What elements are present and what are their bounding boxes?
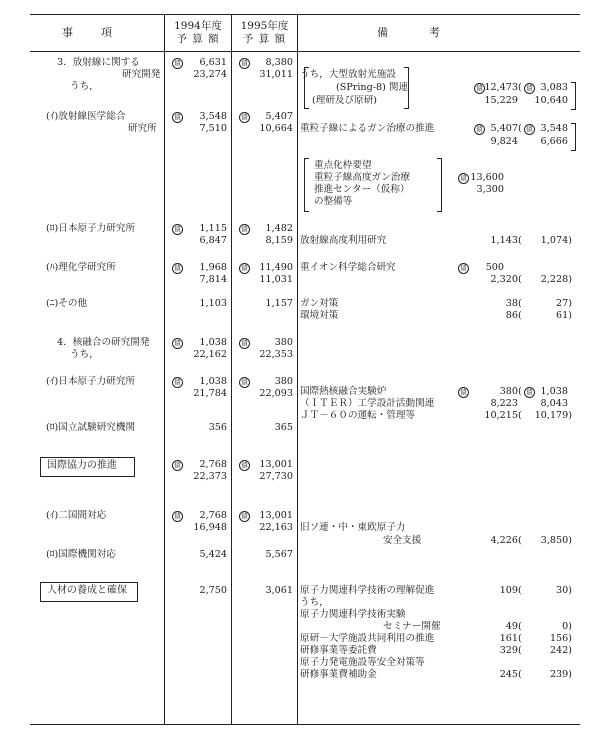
- paren-open: (: [518, 585, 522, 596]
- remark-value: 86: [505, 310, 518, 321]
- remark-value: 245: [499, 669, 518, 680]
- budget-1994-value: 5,424: [199, 549, 227, 560]
- row-item-label: (ﾆ)その他: [46, 298, 88, 309]
- section-heading: 国際協力の推進: [47, 460, 117, 471]
- paren-open: (: [518, 669, 522, 680]
- paren-open: (: [518, 82, 522, 93]
- remark-text: うち，: [300, 597, 329, 608]
- budget-1995-value: 13,001: [259, 459, 293, 470]
- bond-marker-icon: 債: [458, 173, 469, 184]
- paren-open: (: [518, 235, 522, 246]
- header-1995-label: 1995年度: [240, 20, 289, 32]
- paren-open: (: [518, 645, 522, 656]
- budget-1994-value: 22,162: [193, 349, 227, 360]
- row-item-label: (ﾛ)国際機関対応: [46, 549, 116, 560]
- bond-marker-icon: 債: [239, 263, 250, 274]
- budget-1994-value: 6,631: [199, 57, 227, 68]
- right-bracket: [571, 82, 576, 110]
- bond-marker-icon: 債: [524, 124, 535, 135]
- column-divider-3: [297, 14, 298, 725]
- budget-1994-value: 22,373: [193, 471, 227, 482]
- left-bracket: [304, 158, 309, 212]
- remark-text: 重イオン科学総合研究: [300, 262, 396, 273]
- remark-value: 239): [549, 669, 572, 680]
- bond-marker-icon: 債: [239, 377, 250, 388]
- budget-1995-value: 8,380: [265, 57, 293, 68]
- remark-value: 10,640: [534, 95, 568, 106]
- remark-text: 重点化枠要望: [314, 160, 372, 171]
- table-bottom-rule: [30, 724, 580, 725]
- remark-value: 1,074): [540, 235, 572, 246]
- bond-marker-icon: 債: [172, 263, 183, 274]
- bond-marker-icon: 債: [474, 83, 485, 94]
- budget-1994-value: 1,968: [199, 262, 227, 273]
- remark-value: 8,043: [540, 398, 568, 409]
- remark-value: 109: [499, 585, 518, 596]
- bond-marker-icon: 債: [172, 224, 183, 235]
- paren-open: (: [518, 310, 522, 321]
- remark-value: 3,548: [540, 123, 568, 134]
- remark-text: の整備等: [314, 196, 353, 207]
- row-item-label: (ｲ)二国間対応: [46, 510, 107, 521]
- budget-1995-value: 13,001: [259, 510, 293, 521]
- remark-text: (SPring-8) 関連: [336, 82, 409, 93]
- budget-1994-value: 2,750: [199, 585, 227, 596]
- bond-marker-icon: 債: [239, 511, 250, 522]
- header-bottom-rule: [30, 51, 580, 52]
- header-1994-label: 1994年度: [174, 20, 222, 32]
- bond-marker-icon: 債: [172, 377, 183, 388]
- row-item-label: 3．放射線に関する: [57, 57, 140, 68]
- remark-text: 原子力関連科学技術実験: [300, 609, 406, 620]
- paren-open: (: [518, 410, 522, 421]
- paren-open: (: [518, 621, 522, 632]
- budget-1995-value: 11,031: [259, 274, 293, 285]
- row-item-label: (ｲ)日本原子力研究所: [46, 376, 136, 387]
- remark-text: ＪＴ－６０の運転・管理等: [300, 410, 416, 421]
- header-1995-sub: 予 算 額: [242, 33, 287, 45]
- budget-1994-value: 1,038: [199, 376, 227, 387]
- row-item-label: (ﾊ)理化学研究所: [46, 262, 116, 273]
- bond-marker-icon: 債: [172, 58, 183, 69]
- budget-1994-value: 2,768: [199, 510, 227, 521]
- paren-open: (: [518, 298, 522, 309]
- budget-1995-value: 365: [274, 422, 293, 433]
- row-item-label: 4．核融合の研究開発: [57, 337, 150, 348]
- remark-value: 10,215: [484, 410, 518, 421]
- column-divider-2: [231, 14, 232, 725]
- bond-marker-icon: 債: [239, 460, 250, 471]
- budget-1995-value: 11,490: [259, 262, 293, 273]
- row-item-label: うち，: [70, 81, 99, 92]
- right-bracket: [437, 158, 442, 212]
- remark-text: 重粒子線高度ガン治療: [314, 172, 410, 183]
- remark-value: 15,229: [484, 95, 518, 106]
- paren-open: (: [518, 123, 522, 134]
- row-item-label: (ﾛ)国立試験研究機関: [46, 422, 136, 433]
- budget-1994-value: 1,103: [199, 298, 227, 309]
- remark-text: 原研－大学施設共同利用の推進: [300, 633, 435, 644]
- bond-marker-icon: 債: [239, 58, 250, 69]
- budget-1994-value: 16,948: [193, 522, 227, 533]
- budget-1995-value: 22,353: [259, 349, 293, 360]
- remark-value: 49: [505, 621, 518, 632]
- budget-1995-value: 3,061: [265, 585, 293, 596]
- right-bracket: [571, 123, 576, 151]
- remark-text: うち，大型放射光施設: [300, 69, 396, 80]
- remark-value: 380: [499, 386, 518, 397]
- remark-value: 3,083: [540, 82, 568, 93]
- bond-marker-icon: 債: [524, 83, 535, 94]
- remark-value: 2,228): [540, 274, 572, 285]
- bond-marker-icon: 債: [239, 224, 250, 235]
- remark-value: 9,824: [490, 136, 518, 147]
- remark-value: 500: [485, 262, 504, 273]
- budget-1995-value: 27,730: [259, 471, 293, 482]
- right-bracket: [404, 67, 409, 109]
- remark-text: 重粒子線によるガン治療の推進: [300, 123, 435, 134]
- budget-1995-value: 380: [274, 337, 293, 348]
- budget-1994-value: 2,768: [199, 459, 227, 470]
- row-item-label: うち，: [70, 349, 99, 360]
- remark-value: 2,320: [490, 274, 518, 285]
- row-item-label: (ｲ)放射線医学総合: [46, 111, 126, 122]
- paren-open: (: [518, 535, 522, 546]
- budget-1994-value: 3,548: [199, 111, 227, 122]
- remark-value: 1,143: [490, 235, 518, 246]
- budget-1994-value: 21,784: [193, 388, 227, 399]
- budget-1994-value: 1,115: [199, 223, 227, 234]
- remark-text: 環境対策: [300, 310, 339, 321]
- budget-1994-value: 1,038: [199, 337, 227, 348]
- table-top-rule: [30, 14, 580, 15]
- remark-value: 38: [505, 298, 518, 309]
- budget-1995-value: 1,157: [265, 298, 293, 309]
- remark-text: 放射線高度利用研究: [300, 235, 387, 246]
- row-item-label: 研究開発: [122, 69, 161, 80]
- remark-value: 1,038: [540, 386, 568, 397]
- row-item-label: (ﾛ)日本原子力研究所: [46, 223, 136, 234]
- remark-value: 8,223: [490, 398, 518, 409]
- remark-value: 161: [499, 633, 518, 644]
- budget-1995-value: 10,664: [259, 123, 293, 134]
- paren-open: (: [518, 274, 522, 285]
- paren-open: (: [518, 633, 522, 644]
- paren-open: (: [518, 386, 522, 397]
- budget-1995-value: 8,159: [265, 235, 293, 246]
- budget-1994-value: 7,814: [199, 274, 227, 285]
- remark-value: 156): [549, 633, 572, 644]
- bond-marker-icon: 債: [474, 124, 485, 135]
- remark-text: 原子力発電施設等安全対策等: [300, 657, 425, 668]
- remark-value: 30): [556, 585, 572, 596]
- bond-marker-icon: 債: [172, 112, 183, 123]
- budget-1994-value: 7,510: [199, 123, 227, 134]
- remark-text: 国際熱核融合実験炉: [300, 386, 387, 397]
- header-remarks-column: 備 考: [377, 26, 442, 39]
- remark-value: 6,666: [540, 136, 568, 147]
- budget-1994-value: 6,847: [199, 235, 227, 246]
- budget-1994-value: 356: [208, 422, 227, 433]
- remark-value: 5,407: [490, 123, 518, 134]
- remark-value: 13,600: [470, 172, 504, 183]
- bond-marker-icon: 債: [458, 263, 469, 274]
- bond-marker-icon: 債: [239, 338, 250, 349]
- header-item-column: 事 項: [62, 26, 114, 39]
- remark-value: 27): [556, 298, 572, 309]
- budget-1995-value: 22,093: [259, 388, 293, 399]
- remark-value: 12,473: [484, 82, 518, 93]
- remark-value: 0): [562, 621, 572, 632]
- remark-text: 旧ソ連・中・東欧原子力: [300, 522, 406, 533]
- remark-text: （ＩＴＥＲ）工学設計活動関連: [300, 398, 435, 409]
- bond-marker-icon: 債: [172, 460, 183, 471]
- remark-text: 推進センター（仮称）: [314, 184, 410, 195]
- remark-value: 242): [549, 645, 572, 656]
- remark-text: 原子力関連科学技術の理解促進: [300, 585, 435, 596]
- remark-text: セミナー開催: [383, 621, 441, 632]
- remark-value: 3,850): [540, 535, 572, 546]
- bond-marker-icon: 債: [172, 511, 183, 522]
- remark-text: 安全支援: [383, 535, 422, 546]
- budget-1995-value: 31,011: [259, 69, 293, 80]
- remark-text: 研修事業費補助金: [300, 669, 377, 680]
- remark-value: 4,226: [490, 535, 518, 546]
- row-item-label: 研究所: [128, 123, 157, 134]
- section-heading: 人材の養成と確保: [47, 585, 127, 596]
- remark-text: 研修事業等委託費: [300, 645, 377, 656]
- budget-1994-value: 23,274: [193, 69, 227, 80]
- column-divider-1: [164, 14, 165, 725]
- budget-1995-value: 380: [274, 376, 293, 387]
- remark-value: 3,300: [476, 184, 504, 195]
- budget-1995-value: 1,482: [265, 223, 293, 234]
- bond-marker-icon: 債: [458, 387, 469, 398]
- remark-text: (理研及び原研): [312, 95, 378, 106]
- budget-1995-value: 5,407: [265, 111, 293, 122]
- bond-marker-icon: 債: [172, 338, 183, 349]
- header-1994-sub: 予 算 額: [176, 33, 220, 45]
- bond-marker-icon: 債: [239, 112, 250, 123]
- remark-value: 61): [556, 310, 572, 321]
- bond-marker-icon: 債: [524, 387, 535, 398]
- remark-value: 329: [499, 645, 518, 656]
- remark-value: 10,179): [534, 410, 572, 421]
- budget-1995-value: 22,163: [259, 522, 293, 533]
- remark-text: ガン対策: [300, 298, 339, 309]
- budget-1995-value: 5,567: [265, 549, 293, 560]
